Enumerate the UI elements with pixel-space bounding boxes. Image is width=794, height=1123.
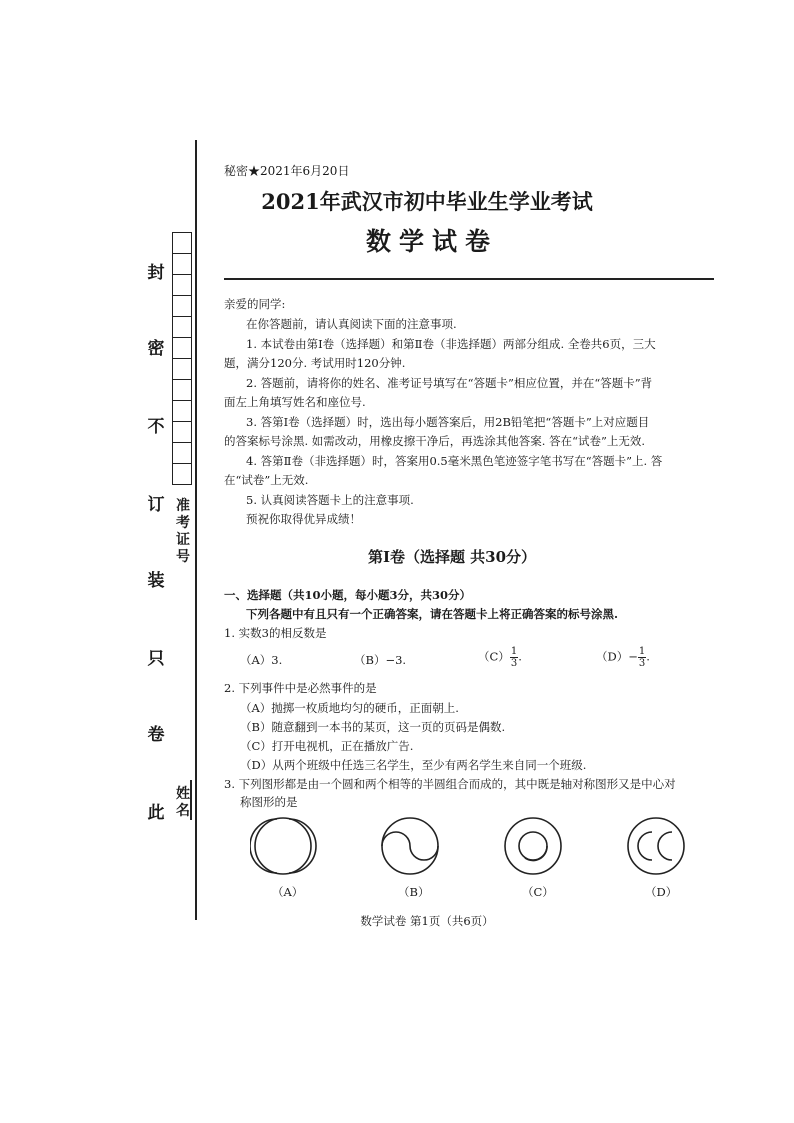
exam-id-box[interactable] xyxy=(172,295,192,317)
q3-label-d: （D） xyxy=(645,885,678,899)
q1-option-b: （B）−3. xyxy=(354,653,407,667)
q2-option-d: （D）从两个班级中任选三名学生，至少有两名学生来自同一个班级. xyxy=(240,758,587,772)
q3-label-c: （C） xyxy=(522,885,554,899)
q3-label-a: （A） xyxy=(272,885,304,899)
exam-subtitle: 数学试卷 xyxy=(365,227,498,256)
q2-option-c: （C）打开电视机，正在播放广告. xyxy=(240,739,414,753)
q2-option-a: （A）抛掷一枚质地均匀的硬币，正面朝上. xyxy=(240,701,459,715)
q1-option-d: （D）− $\frac{1}{3}$ . xyxy=(596,646,650,669)
q1-stem: 1. 实数3的相反数是 xyxy=(224,626,327,640)
notice-item-3b: 的答案标号涂黑. 如需改动，用橡皮擦干净后，再选涂其他答案. 答在“试卷”上无效. xyxy=(224,434,646,448)
notice-greeting: 亲爱的同学: xyxy=(224,297,286,311)
notice-item-4a: 4. 答第Ⅱ卷（非选择题）时，答案用0.5毫米黑色笔迹签字笔书写在“答题卡”上. 答 xyxy=(246,454,663,468)
q3-stem-b: 称图形的是 xyxy=(240,795,298,809)
q1-option-a: （A）3. xyxy=(240,653,283,667)
figure-c xyxy=(505,818,561,874)
seal-char-5: 装 xyxy=(147,571,165,591)
figure-a xyxy=(250,818,316,874)
exam-id-box[interactable] xyxy=(172,421,192,443)
notice-item-4b: 在“试卷”上无效. xyxy=(224,473,309,487)
notice-item-2a: 2. 答题前，请将你的姓名、准考证号填写在“答题卡”相应位置，并在“答题卡”背 xyxy=(246,376,653,390)
seal-char-7: 卷 xyxy=(147,725,165,745)
notice-item-3a: 3. 答第Ⅰ卷（选择题）时，选出每小题答案后，用2B铅笔把“答题卡”上对应题目 xyxy=(246,415,650,429)
q3-stem-a: 3. 下列图形都是由一个圆和两个相等的半圆组合而成的，其中既是轴对称图形又是中心对 xyxy=(224,777,676,791)
exam-id-label: 准考证号 xyxy=(176,498,190,565)
figure-d xyxy=(628,818,684,874)
seal-char-2: 密 xyxy=(147,339,165,359)
exam-id-box[interactable] xyxy=(172,358,192,380)
q2-option-b: （B）随意翻到一本书的某页，这一页的页码是偶数. xyxy=(240,720,506,734)
exam-id-box[interactable] xyxy=(172,337,192,359)
seal-char-6: 只 xyxy=(147,649,165,669)
q2-stem: 2. 下列事件中是必然事件的是 xyxy=(224,681,377,695)
name-label: 姓名 xyxy=(176,786,190,819)
exam-id-box[interactable] xyxy=(172,274,192,296)
exam-title: 2021年武汉市初中毕业生学业考试 xyxy=(261,189,593,214)
figure-b xyxy=(382,818,438,874)
notice-item-5: 5. 认真阅读答题卡上的注意事项. xyxy=(246,493,414,507)
notice-wish: 预祝你取得优异成绩！ xyxy=(246,512,361,526)
secret-date: 秘密★2021年6月20日 xyxy=(224,164,350,178)
exam-id-box[interactable] xyxy=(172,316,192,338)
part-title: 一、选择题（共10小题，每小题3分，共30分） xyxy=(224,588,472,602)
q3-figures xyxy=(250,812,690,882)
exam-id-box[interactable] xyxy=(172,442,192,464)
page-footer: 数学试卷 第1页（共6页） xyxy=(360,914,494,928)
seal-char-3: 不 xyxy=(147,417,165,437)
part-instruction: 下列各题中有且只有一个正确答案，请在答题卡上将正确答案的标号涂黑. xyxy=(246,607,618,621)
seal-char-1: 封 xyxy=(147,263,165,283)
q3-label-b: （B） xyxy=(398,885,430,899)
seal-char-4: 订 xyxy=(147,495,165,515)
exam-id-box[interactable] xyxy=(172,400,192,422)
notice-item-2b: 面左上角填写姓名和座位号. xyxy=(224,395,366,409)
notice-item-1a: 1. 本试卷由第Ⅰ卷（选择题）和第Ⅱ卷（非选择题）两部分组成. 全卷共6页，三大 xyxy=(246,337,656,351)
seal-char-8: 此 xyxy=(147,803,165,823)
header-rule xyxy=(224,278,714,280)
exam-id-box[interactable] xyxy=(172,463,192,485)
q1-option-c: （C） $\frac{1}{3}$ . xyxy=(478,646,522,669)
notice-intro: 在你答题前，请认真阅读下面的注意事项. xyxy=(246,317,457,331)
exam-id-box[interactable] xyxy=(172,379,192,401)
notice-item-1b: 题，满分120分. 考试用时120分钟. xyxy=(224,356,406,370)
section-title: 第Ⅰ卷（选择题 共30分） xyxy=(367,548,537,566)
